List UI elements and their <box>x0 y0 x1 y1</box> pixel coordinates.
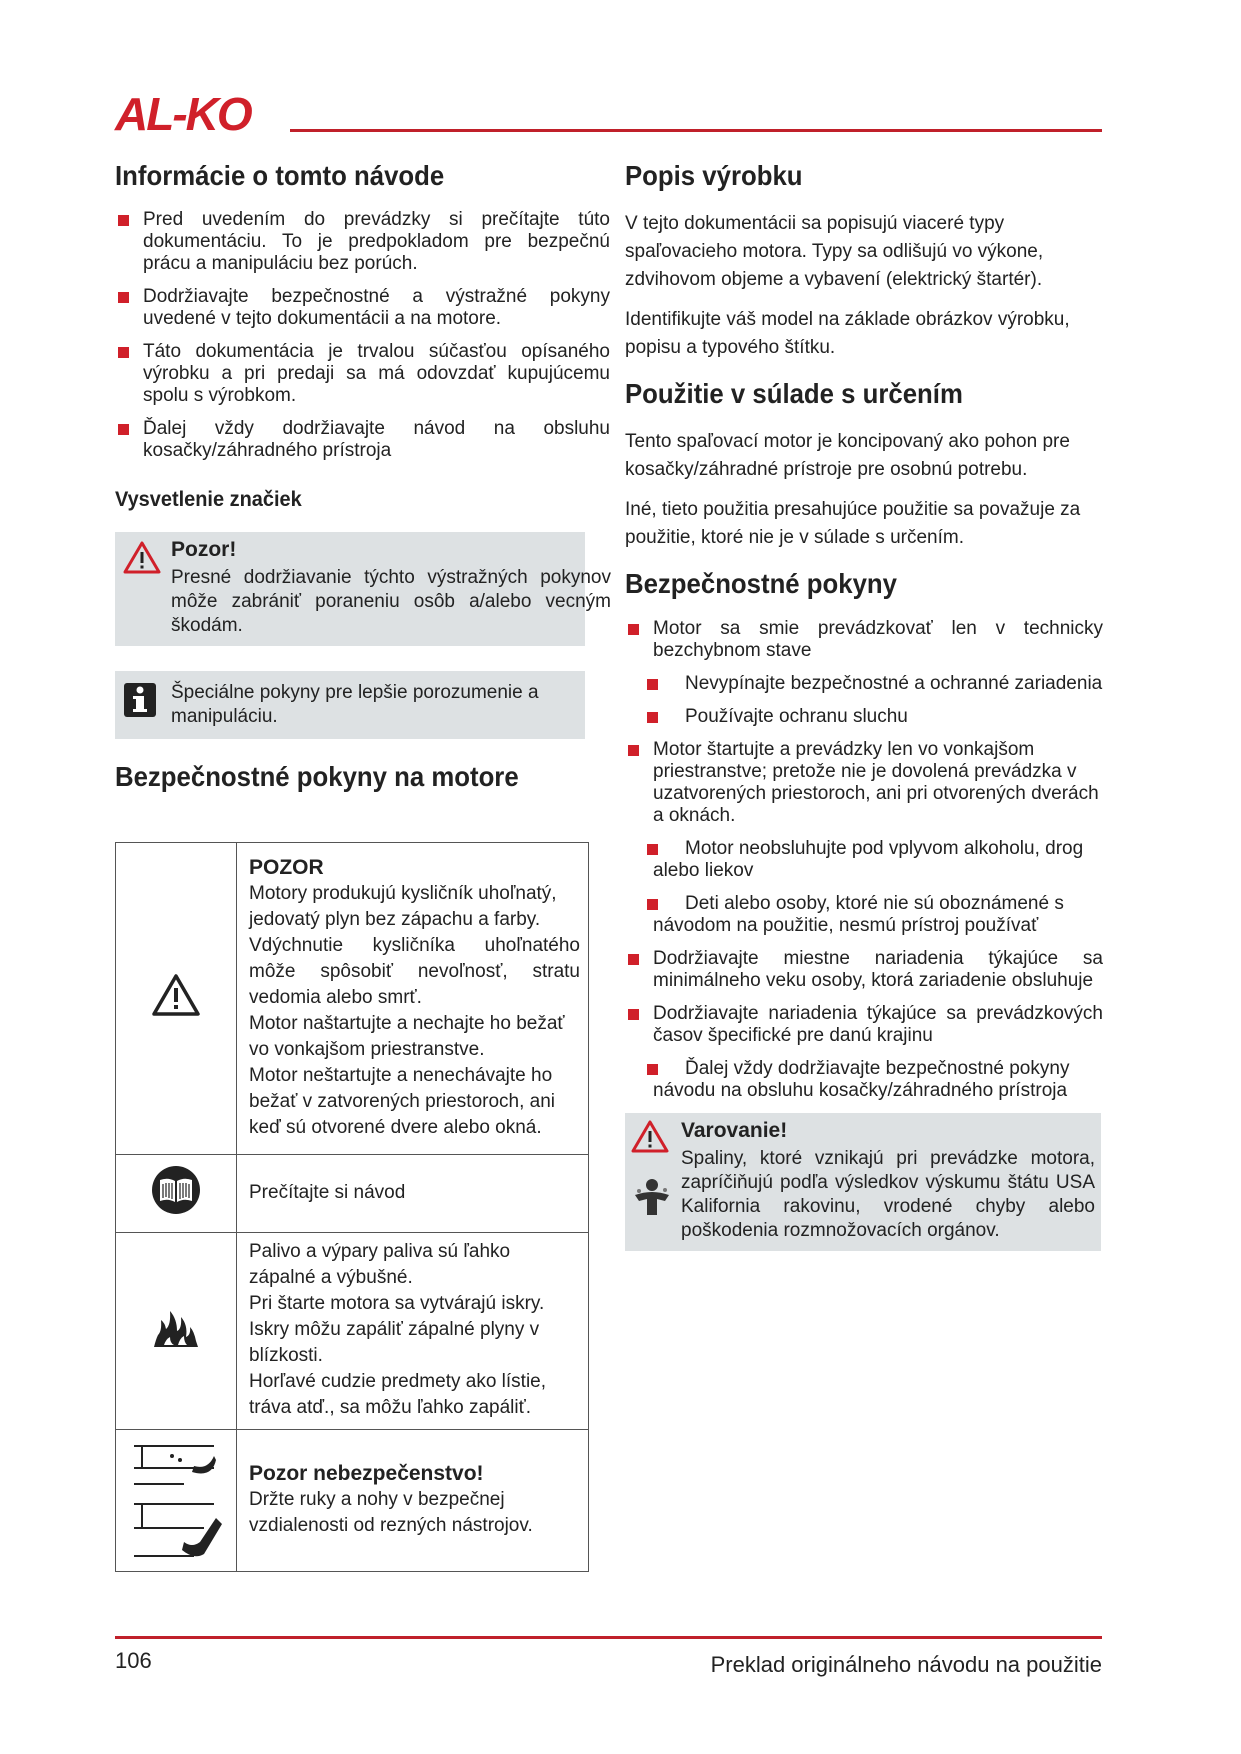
warning-triangle-icon <box>151 973 201 1017</box>
table-icon-cell <box>116 1155 237 1233</box>
heading-info: Informácie o tomto návode <box>115 160 445 191</box>
table-row <box>116 1155 589 1233</box>
table-icon-cell <box>116 1233 237 1430</box>
list-item: Motor štartujte a prevádzky len vo vonkajšom priestranstve; pretože nie je dovolená prevádzka v uzatvorených priestoroch, ani pri otvorených dverách a oknách. <box>625 739 1103 827</box>
header-rule <box>290 129 1102 132</box>
table-r2-text: Prečítajte si návod <box>249 1181 406 1203</box>
use-paragraph-1: Tento spaľovací motor je koncipovaný ako pohon pre kosačky/záhradné prístroje pre osobnú potrebu. <box>625 431 1070 480</box>
table-row <box>116 1233 589 1430</box>
list-item: Ďalej vždy dodržiavajte návod na obsluhu kosačky/záhradného prístroja <box>115 418 610 462</box>
warning-triangle-icon <box>631 1119 669 1153</box>
table-text-cell <box>237 1233 589 1430</box>
heading-engine: Bezpečnostné pokyny na motore <box>115 761 519 792</box>
list-item: Nevypínajte bezpečnostné a ochranné zariadenia <box>625 673 1103 695</box>
table-text-cell <box>237 1430 589 1572</box>
heading-intended-use: Použitie v súlade s určením <box>625 378 963 409</box>
list-item: Motor sa smie prevádzkovať len v technicky bezchybnom stave <box>625 618 1103 662</box>
table-text-cell <box>237 1155 589 1233</box>
info-icon <box>123 682 157 718</box>
list-item: Táto dokumentácia je trvalou súčasťou opísaného výrobku a pri predaji sa má odovzdať kupujúcemu spolu s výrobkom. <box>115 341 610 407</box>
table-r3-p3: Horľavé cudzie predmety ako lístie, tráva atď., sa môžu ľahko zapáliť. <box>249 1371 547 1418</box>
safety-list <box>625 618 1103 1102</box>
page-number: 106 <box>115 1648 152 1673</box>
desc-paragraph-2: Identifikujte váš model na základe obrázkov výrobku, popisu a typového štítku. <box>625 309 1070 358</box>
table-icon-cell <box>116 1430 237 1572</box>
table-r1-p2: Vdýchnutie kysličníka uhoľnatého môže spôsobiť nevoľnosť, stratu vedomia alebo smrť. <box>249 934 580 1008</box>
footer-title: Preklad originálneho návodu na použitie <box>710 1652 1102 1677</box>
warning-note <box>625 1113 1101 1251</box>
heading-safety: Bezpečnostné pokyny <box>625 568 897 599</box>
table-row <box>116 843 589 1155</box>
footer-rule <box>115 1636 1102 1639</box>
hand-blade-icon <box>124 1436 228 1490</box>
foot-blade-icon <box>124 1498 228 1562</box>
table-r1-p1: Motory produkujú kysličník uhoľnatý, jedovatý plyn bez zápachu a farby. <box>249 882 557 930</box>
table-r1-p4: Motor neštartujte a nenechávajte ho bežať v zatvorených priestoroch, ani keď sú otvorené dvere alebo okná. <box>249 1064 556 1138</box>
warning-triangle-icon <box>123 540 161 574</box>
list-item: Dodržiavajte bezpečnostné a výstražné pokyny uvedené v tejto dokumentácii a na motore. <box>115 286 610 330</box>
engine-safety-table <box>115 842 589 1572</box>
list-item: Dodržiavajte nariadenia týkajúce sa prevádzkových časov špecifické pre danú krajinu <box>625 1003 1103 1047</box>
table-r1-p3: Motor naštartujte a nechajte ho bežať vo vonkajšom priestranstve. <box>249 1012 565 1060</box>
heading-description: Popis výrobku <box>625 160 803 191</box>
info-note-text: Špeciálne pokyny pre lepšie porozumenie a manipuláciu. <box>171 682 539 727</box>
pozor-title: Pozor! <box>171 538 237 561</box>
table-r1-title: POZOR <box>249 855 324 879</box>
desc-paragraph-1: V tejto dokumentácii sa popisujú viaceré typy spaľovacieho motora. Typy sa odlišujú vo výkone, zdvihovom objeme a vybavení (elektrický štartér). <box>625 213 1044 290</box>
warning-title: Varovanie! <box>681 1119 788 1142</box>
list-item: Pred uvedením do prevádzky si prečítajte túto dokumentáciu. To je predpokladom pre bezpečnú prácu a manipuláciu bez porúch. <box>115 209 610 275</box>
pozor-text: Presné dodržiavanie týchto výstražných pokynov môže zabrániť poraneniu osôb a/alebo vecným škodám. <box>171 567 611 636</box>
list-item: Ďalej vždy dodržiavajte bezpečnostné pokyny návodu na obsluhu kosačky/záhradného prístroja <box>625 1058 1103 1102</box>
book-icon <box>150 1164 202 1216</box>
list-item: Používajte ochranu sluchu <box>625 706 1103 728</box>
pozor-note <box>115 532 611 646</box>
info-note <box>115 671 585 739</box>
table-text-cell <box>237 843 589 1155</box>
warning-text: Spaliny, ktoré vznikajú pri prevádzke motora, zapríčiňujú podľa výsledkov výskumu štátu USA Kalifornia rakovinu, vrodené chyby alebo poškodenia rozmnožovacích orgánov. <box>681 1148 1095 1241</box>
list-item: Motor neobsluhujte pod vplyvom alkoholu, drog alebo liekov <box>625 838 1103 882</box>
table-icon-cell <box>116 843 237 1155</box>
table-row <box>116 1430 589 1572</box>
right-column <box>625 160 1103 1251</box>
list-item: Deti alebo osoby, ktoré nie sú oboznámené s návodom na použitie, nesmú prístroj používať <box>625 893 1103 937</box>
table-r4-text: Držte ruky a nohy v bezpečnej vzdialenosti od rezných nástrojov. <box>249 1488 533 1536</box>
table-r3-p1: Palivo a výpary paliva sú ľahko zápalné a výbušné. <box>249 1241 511 1288</box>
fire-icon <box>150 1305 202 1349</box>
alko-logo: AL-KO <box>115 88 251 140</box>
heading-signs: Vysvetlenie značiek <box>115 488 302 511</box>
use-paragraph-2: Iné, tieto použitia presahujúce použitie sa považuje za použitie, ktoré nie je v súlade s určením. <box>625 499 1081 548</box>
table-r4-title: Pozor nebezpečenstvo! <box>249 1461 484 1485</box>
list-item: Dodržiavajte miestne nariadenia týkajúce sa minimálneho veku osoby, ktorá zariadenie obsluhuje <box>625 948 1103 992</box>
table-r3-p2: Pri štarte motora sa vytvárajú iskry. Iskry môžu zapáliť zápalné plyny v blízkosti. <box>249 1293 545 1366</box>
person-icon <box>631 1177 673 1217</box>
info-list <box>115 209 610 462</box>
left-column <box>115 160 610 793</box>
